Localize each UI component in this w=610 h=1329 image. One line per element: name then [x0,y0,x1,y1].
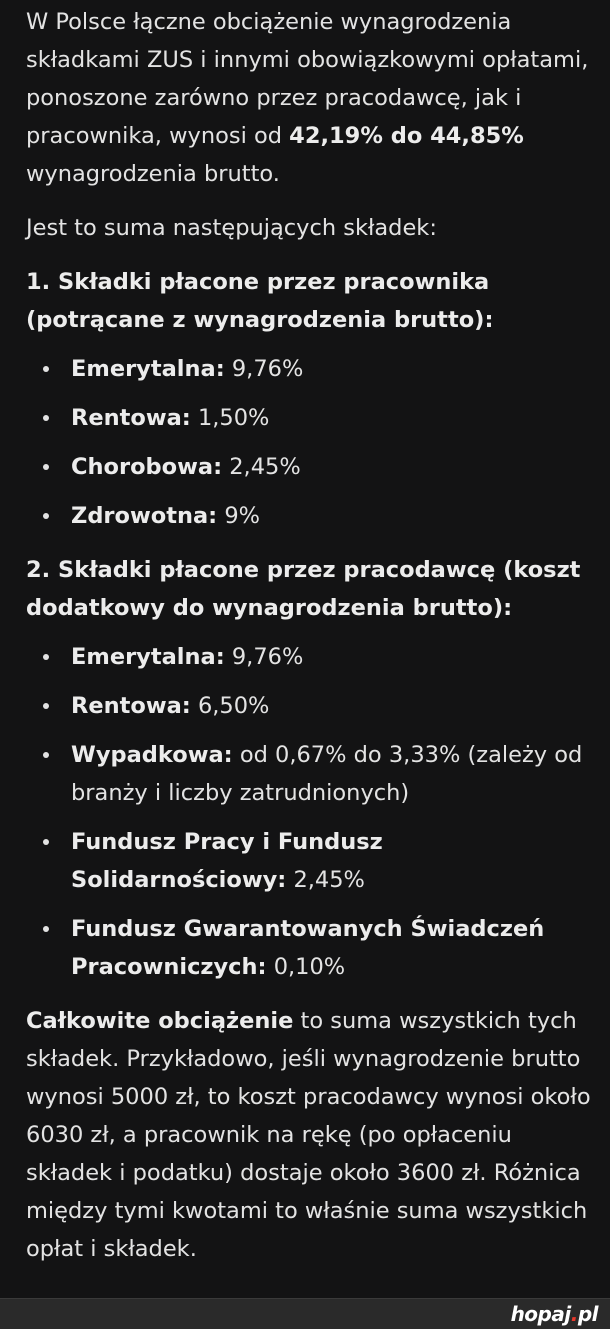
summary-paragraph [26,1002,596,1268]
employee-contributions-list [26,350,596,535]
list-item: Fundusz Pracy i Fundusz Solidarnościowy: 2,45% [26,823,596,899]
intro-range: 42,19% do 44,85% [289,123,524,149]
list-item: Wypadkowa: od 0,67% do 3,33% (zależy od branży i liczby zatrudnionych) [26,736,596,812]
footer-bar [0,1298,610,1329]
intro-paragraph [26,0,596,193]
list-item: Zdrowotna: 9% [26,497,596,535]
lead-paragraph: Jest to suma następujących składek: [26,215,437,241]
summary-text: to suma wszystkich tych składek. Przykładowo, jeśli wynagrodzenie brutto wynosi 5000 zł, to koszt pracodawcy wynosi około 6030 zł, a pracownik na rękę (po opłaceniu składek i podatku) dostaje około 3600 zł. Różnica między tymi kwotami to właśnie suma wszystkich opłat i składek. [26,1008,591,1262]
employer-contributions-list [26,638,596,986]
list-item: Rentowa: 1,50% [26,399,596,437]
list-item: Rentowa: 6,50% [26,687,596,725]
list-item: Fundusz Gwarantowanych Świadczeń Pracowniczych: 0,10% [26,910,596,986]
response-content [26,0,596,1268]
list-item: Chorobowa: 2,45% [26,448,596,486]
summary-bold: Całkowite obciążenie [26,1008,294,1034]
section-heading-employer: 2. Składki płacone przez pracodawcę (koszt dodatkowy do wynagrodzenia brutto): [26,557,581,621]
intro-text-end: wynagrodzenia brutto. [26,161,280,187]
list-item: Emerytalna: 9,76% [26,350,596,388]
list-item: Emerytalna: 9,76% [26,638,596,676]
intro-text: W Polsce łączne obciążenie wynagrodzenia składkami ZUS i innymi obowiązkowymi opłatami, ponoszone zarówno przez pracodawcę, jak i pracownika, wynosi od [26,9,589,149]
watermark-logo: hopaj.pl [510,1302,598,1326]
section-heading-employee: 1. Składki płacone przez pracownika (potrącane z wynagrodzenia brutto): [26,269,494,333]
